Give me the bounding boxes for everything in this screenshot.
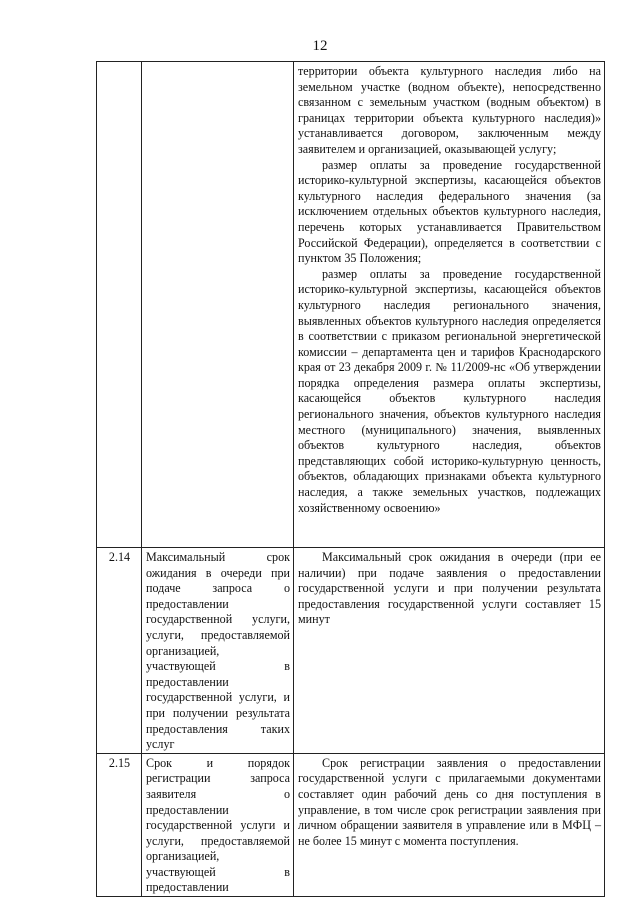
row-number-cell: 2.14	[97, 548, 142, 754]
table-row	[97, 548, 605, 754]
row-number-cell	[97, 62, 142, 548]
table-row	[97, 62, 605, 548]
row-title-cell: Максимальный срок ожидания в очереди при подаче запроса о предоставлении государственной услуги, услуги, предоставляемой организацией, участвующей в предоставлении государственной услуги, и при получении результата предоставления таких услуг	[142, 548, 294, 754]
row-title-cell	[142, 62, 294, 548]
row-content-cell	[294, 753, 605, 896]
row-content-cell	[294, 62, 605, 548]
page-number: 12	[312, 38, 328, 54]
content-paragraph: Срок регистрации заявления о предоставлении государственной услуги с прилагаемыми документами составляет один рабочий день со дня поступления в управление, в том числе срок регистрации заявления при личном обращении заявителя в управление или в МФЦ – не более 15 минут с момента поступления.	[298, 755, 601, 848]
row-title-cell: Срок и порядок регистрации запроса заявителя о предоставлении государственной услуги и услуги, предоставляемой организацией, участвующей в предоставлении	[142, 753, 294, 896]
content-paragraph: размер оплаты за проведение государственной историко-культурной экспертизы, касающейся объектов культурного наследия федерального значения (за исключением отдельных объектов культурного наследия, перечень которых устанавливается Правительством Российской Федерации), определяется в соответствии с пунктом 35 Положения;	[298, 157, 601, 266]
content-paragraph: территории объекта культурного наследия либо на земельном участке (водном объекте), непосредственно связанном с земельным участком (водным объектом) в границах территории объекта культурного наследия)» устанавливается договором, заключенным между заявителем и организацией, оказывающей услугу;	[298, 64, 601, 156]
regulation-table	[96, 61, 605, 897]
content-paragraph: размер оплаты за проведение государственной историко-культурной экспертизы, касающейся объектов культурного наследия регионального значения, выявленных объектов культурного наследия определяется в соответствии с приказом региональной энергетической комиссии – департамента цен и тарифов Краснодарского края от 23 декабря 2009 г. № 11/2009-нс «Об утверждении порядка определения размера оплаты экспертизы, касающейся объектов культурного наследия регионального значения, объектов культурного наследия местного (муниципального) значения, выявленных объектов культурного наследия, объектов представляющих собой историко-культурную ценность, объектов, обладающих признаками объекта культурного наследия, а также земельных участков, подлежащих хозяйственному освоению»	[298, 266, 601, 515]
content-paragraph: Максимальный срок ожидания в очереди (при ее наличии) при подаче заявления о предоставлении государственной услуги и при получении результата предоставления государственной услуги составляет 15 минут	[298, 550, 601, 627]
row-number-cell: 2.15	[97, 753, 142, 896]
table-row	[97, 753, 605, 896]
row-content-cell	[294, 548, 605, 754]
